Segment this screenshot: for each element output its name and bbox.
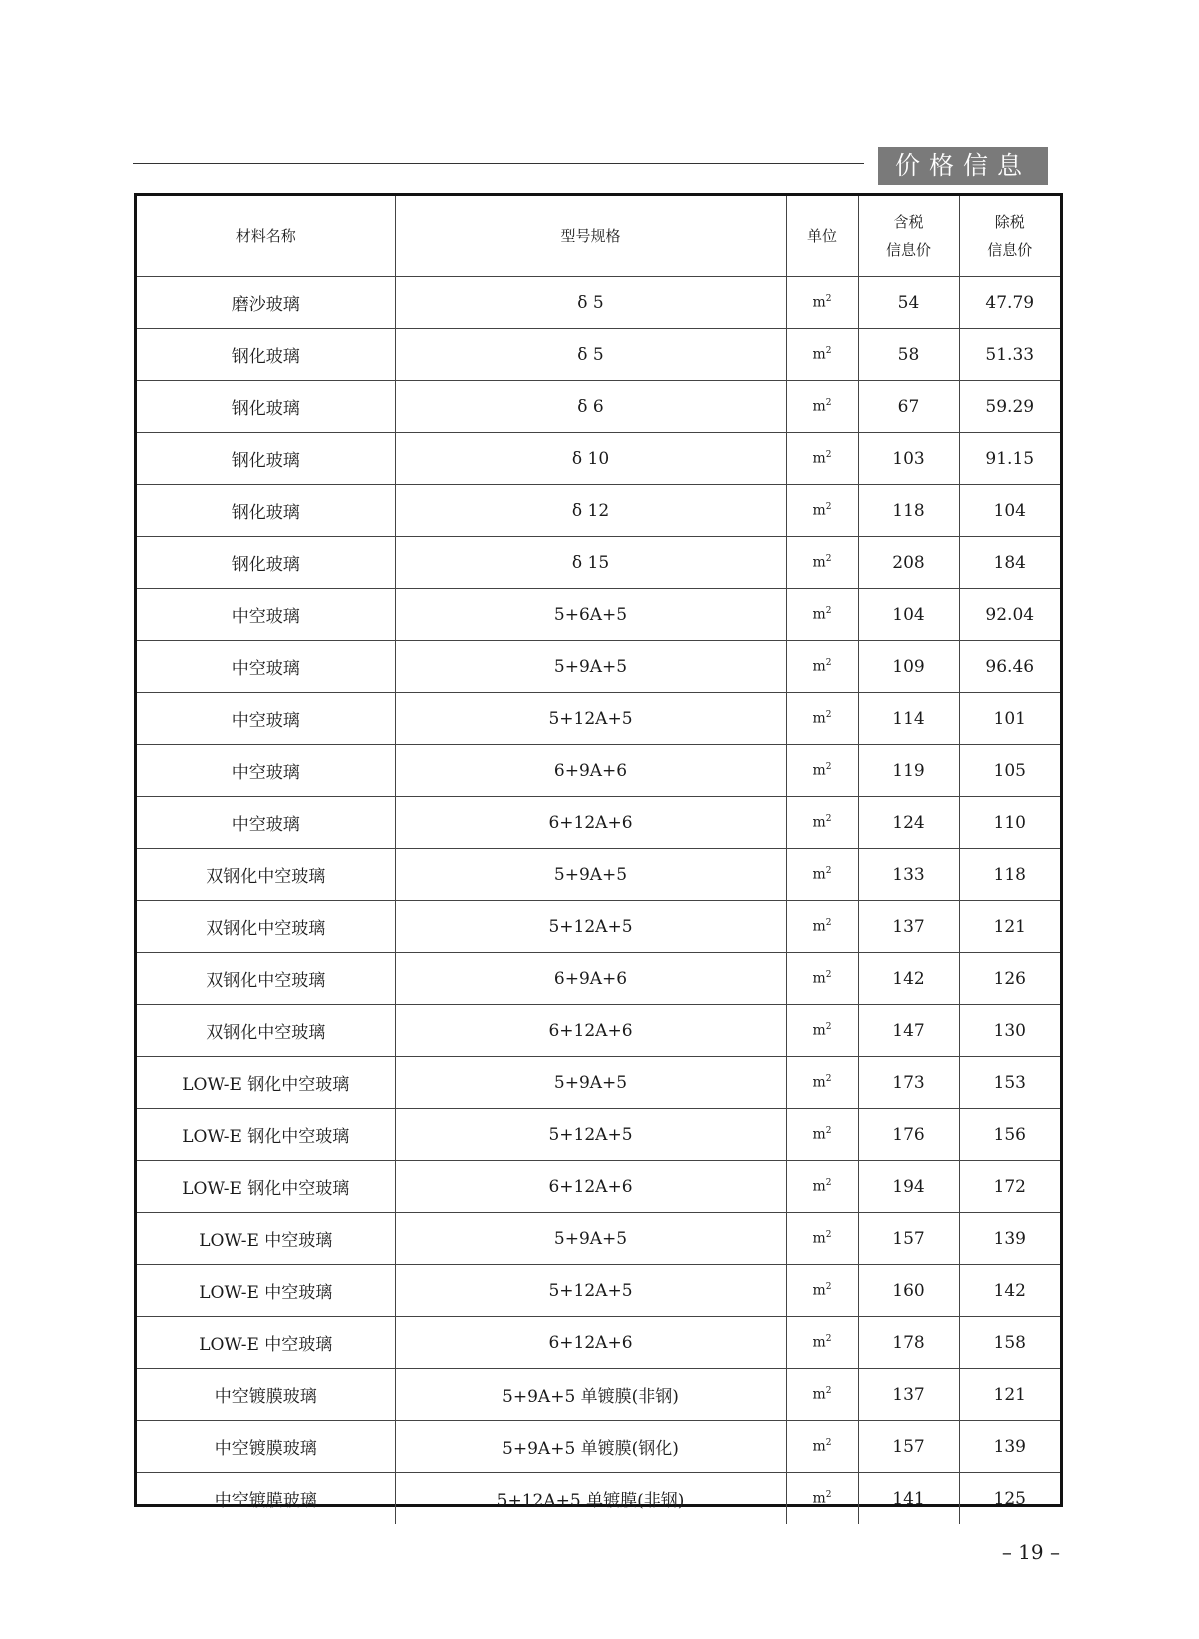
cell-name: 磨沙玻璃 xyxy=(137,277,395,329)
cell-spec: 5+12A+5 单镀膜(非钢) xyxy=(395,1473,786,1525)
unit-base: m xyxy=(812,554,826,571)
cell-unit xyxy=(786,901,858,953)
cell-name: 钢化玻璃 xyxy=(137,485,395,537)
cell-price-tax: 173 xyxy=(858,1057,959,1109)
cell-name: 中空玻璃 xyxy=(137,797,395,849)
table-row xyxy=(137,589,1060,641)
cell-unit xyxy=(786,1317,858,1369)
cell-spec: δ 5 xyxy=(395,277,786,329)
unit-base: m xyxy=(812,970,826,987)
cell-unit xyxy=(786,433,858,485)
cell-price-notax: 142 xyxy=(959,1265,1060,1317)
table-row xyxy=(137,1369,1060,1421)
cell-spec: δ 12 xyxy=(395,485,786,537)
cell-unit xyxy=(786,277,858,329)
cell-spec: 5+9A+5 xyxy=(395,849,786,901)
table-row xyxy=(137,1161,1060,1213)
cell-price-notax: 126 xyxy=(959,953,1060,1005)
cell-spec: 6+12A+6 xyxy=(395,1317,786,1369)
cell-price-tax: 114 xyxy=(858,693,959,745)
unit-exponent: 2 xyxy=(825,1126,832,1137)
cell-spec: 5+12A+5 xyxy=(395,901,786,953)
unit-exponent: 2 xyxy=(825,1282,832,1293)
unit-exponent: 2 xyxy=(825,710,832,721)
cell-unit xyxy=(786,1057,858,1109)
cell-price-notax: 172 xyxy=(959,1161,1060,1213)
cell-price-tax: 137 xyxy=(858,901,959,953)
unit-exponent: 2 xyxy=(825,294,832,305)
page-number: – 19 – xyxy=(1001,1540,1060,1564)
cell-price-tax: 160 xyxy=(858,1265,959,1317)
cell-unit xyxy=(786,381,858,433)
cell-name: LOW-E 钢化中空玻璃 xyxy=(137,1109,395,1161)
price-table xyxy=(137,196,1060,1524)
cell-name: 中空玻璃 xyxy=(137,693,395,745)
cell-spec: 5+9A+5 xyxy=(395,1213,786,1265)
cell-spec: 5+12A+5 xyxy=(395,1265,786,1317)
table-row xyxy=(137,745,1060,797)
table-row xyxy=(137,901,1060,953)
unit-base: m xyxy=(812,1438,826,1455)
cell-unit xyxy=(786,745,858,797)
unit-exponent: 2 xyxy=(825,346,832,357)
cell-price-tax: 141 xyxy=(858,1473,959,1525)
unit-exponent: 2 xyxy=(825,1178,832,1189)
table-row xyxy=(137,797,1060,849)
cell-name: LOW-E 中空玻璃 xyxy=(137,1317,395,1369)
cell-price-notax: 156 xyxy=(959,1109,1060,1161)
cell-unit xyxy=(786,1473,858,1525)
cell-unit xyxy=(786,537,858,589)
table-row xyxy=(137,381,1060,433)
cell-name: 双钢化中空玻璃 xyxy=(137,901,395,953)
cell-price-notax: 47.79 xyxy=(959,277,1060,329)
cell-name: 中空玻璃 xyxy=(137,641,395,693)
table-row xyxy=(137,1421,1060,1473)
cell-unit xyxy=(786,589,858,641)
unit-exponent: 2 xyxy=(825,554,832,565)
table-row xyxy=(137,1265,1060,1317)
unit-base: m xyxy=(812,1490,826,1507)
unit-base: m xyxy=(812,1386,826,1403)
unit-base: m xyxy=(812,1334,826,1351)
unit-exponent: 2 xyxy=(825,658,832,669)
unit-exponent: 2 xyxy=(825,606,832,617)
unit-base: m xyxy=(812,1126,826,1143)
column-header-price-notax-line1: 除税 xyxy=(994,213,1025,231)
cell-spec: δ 10 xyxy=(395,433,786,485)
cell-spec: 5+9A+5 单镀膜(钢化) xyxy=(395,1421,786,1473)
cell-name: 钢化玻璃 xyxy=(137,433,395,485)
header-rule xyxy=(133,163,864,164)
cell-unit xyxy=(786,1005,858,1057)
cell-price-notax: 125 xyxy=(959,1473,1060,1525)
unit-base: m xyxy=(812,346,826,363)
cell-unit xyxy=(786,1369,858,1421)
unit-base: m xyxy=(812,814,826,831)
cell-price-notax: 139 xyxy=(959,1421,1060,1473)
unit-exponent: 2 xyxy=(825,918,832,929)
unit-base: m xyxy=(812,398,826,415)
cell-price-tax: 54 xyxy=(858,277,959,329)
unit-base: m xyxy=(812,1282,826,1299)
cell-spec: 5+9A+5 xyxy=(395,1057,786,1109)
cell-price-tax: 124 xyxy=(858,797,959,849)
table-row xyxy=(137,433,1060,485)
column-header-price-notax xyxy=(959,196,1060,277)
unit-base: m xyxy=(812,502,826,519)
table-row xyxy=(137,953,1060,1005)
table-row xyxy=(137,277,1060,329)
cell-spec: δ 5 xyxy=(395,329,786,381)
cell-price-tax: 157 xyxy=(858,1421,959,1473)
unit-base: m xyxy=(812,1230,826,1247)
unit-exponent: 2 xyxy=(825,1438,832,1449)
table-row xyxy=(137,537,1060,589)
cell-spec: 5+9A+5 xyxy=(395,641,786,693)
unit-base: m xyxy=(812,866,826,883)
cell-price-tax: 147 xyxy=(858,1005,959,1057)
cell-name: LOW-E 钢化中空玻璃 xyxy=(137,1161,395,1213)
cell-unit xyxy=(786,1213,858,1265)
column-header-price-tax xyxy=(858,196,959,277)
cell-spec: 5+9A+5 单镀膜(非钢) xyxy=(395,1369,786,1421)
unit-exponent: 2 xyxy=(825,502,832,513)
unit-exponent: 2 xyxy=(825,1490,832,1501)
unit-base: m xyxy=(812,918,826,935)
cell-name: LOW-E 中空玻璃 xyxy=(137,1265,395,1317)
cell-spec: δ 6 xyxy=(395,381,786,433)
table-row xyxy=(137,485,1060,537)
cell-price-notax: 101 xyxy=(959,693,1060,745)
cell-spec: 6+12A+6 xyxy=(395,1005,786,1057)
column-header-price-tax-line2: 信息价 xyxy=(885,241,931,259)
cell-price-notax: 118 xyxy=(959,849,1060,901)
cell-price-tax: 137 xyxy=(858,1369,959,1421)
unit-exponent: 2 xyxy=(825,1334,832,1345)
cell-spec: δ 15 xyxy=(395,537,786,589)
cell-name: LOW-E 钢化中空玻璃 xyxy=(137,1057,395,1109)
cell-unit xyxy=(786,797,858,849)
cell-price-notax: 184 xyxy=(959,537,1060,589)
cell-spec: 6+9A+6 xyxy=(395,953,786,1005)
unit-base: m xyxy=(812,762,826,779)
cell-price-tax: 118 xyxy=(858,485,959,537)
cell-name: LOW-E 中空玻璃 xyxy=(137,1213,395,1265)
table-header-row xyxy=(137,196,1060,277)
cell-price-notax: 121 xyxy=(959,901,1060,953)
cell-price-notax: 96.46 xyxy=(959,641,1060,693)
unit-base: m xyxy=(812,606,826,623)
cell-price-tax: 208 xyxy=(858,537,959,589)
cell-price-tax: 133 xyxy=(858,849,959,901)
cell-unit xyxy=(786,1421,858,1473)
cell-price-notax: 130 xyxy=(959,1005,1060,1057)
cell-name: 中空玻璃 xyxy=(137,745,395,797)
unit-exponent: 2 xyxy=(825,1230,832,1241)
unit-exponent: 2 xyxy=(825,450,832,461)
cell-spec: 5+6A+5 xyxy=(395,589,786,641)
unit-base: m xyxy=(812,658,826,675)
cell-price-tax: 194 xyxy=(858,1161,959,1213)
unit-base: m xyxy=(812,294,826,311)
cell-unit xyxy=(786,1109,858,1161)
table-row xyxy=(137,1109,1060,1161)
table-row xyxy=(137,693,1060,745)
column-header-price-notax-line2: 信息价 xyxy=(987,241,1033,259)
cell-unit xyxy=(786,1161,858,1213)
table-row xyxy=(137,1317,1060,1369)
cell-price-notax: 110 xyxy=(959,797,1060,849)
cell-price-tax: 103 xyxy=(858,433,959,485)
unit-base: m xyxy=(812,710,826,727)
unit-exponent: 2 xyxy=(825,1074,832,1085)
cell-spec: 6+12A+6 xyxy=(395,797,786,849)
table-row xyxy=(137,849,1060,901)
unit-exponent: 2 xyxy=(825,1022,832,1033)
cell-price-tax: 157 xyxy=(858,1213,959,1265)
cell-price-notax: 121 xyxy=(959,1369,1060,1421)
cell-unit xyxy=(786,485,858,537)
unit-base: m xyxy=(812,1022,826,1039)
unit-exponent: 2 xyxy=(825,814,832,825)
table-row xyxy=(137,641,1060,693)
cell-price-tax: 176 xyxy=(858,1109,959,1161)
column-header-price-tax-line1: 含税 xyxy=(893,213,924,231)
price-table-frame xyxy=(134,193,1063,1511)
cell-price-notax: 92.04 xyxy=(959,589,1060,641)
cell-price-notax: 91.15 xyxy=(959,433,1060,485)
column-header-name: 材料名称 xyxy=(137,196,395,277)
column-header-unit: 单位 xyxy=(786,196,858,277)
cell-price-notax: 51.33 xyxy=(959,329,1060,381)
table-row xyxy=(137,1005,1060,1057)
cell-unit xyxy=(786,329,858,381)
cell-unit xyxy=(786,1265,858,1317)
cell-price-tax: 178 xyxy=(858,1317,959,1369)
cell-price-tax: 142 xyxy=(858,953,959,1005)
cell-name: 钢化玻璃 xyxy=(137,381,395,433)
cell-unit xyxy=(786,693,858,745)
cell-name: 钢化玻璃 xyxy=(137,329,395,381)
cell-price-notax: 153 xyxy=(959,1057,1060,1109)
cell-price-notax: 104 xyxy=(959,485,1060,537)
unit-base: m xyxy=(812,450,826,467)
cell-price-tax: 109 xyxy=(858,641,959,693)
table-row xyxy=(137,1057,1060,1109)
cell-price-notax: 139 xyxy=(959,1213,1060,1265)
cell-spec: 6+12A+6 xyxy=(395,1161,786,1213)
cell-unit xyxy=(786,849,858,901)
cell-price-tax: 119 xyxy=(858,745,959,797)
table-row xyxy=(137,1213,1060,1265)
table-row xyxy=(137,1473,1060,1525)
cell-spec: 5+12A+5 xyxy=(395,693,786,745)
cell-name: 双钢化中空玻璃 xyxy=(137,953,395,1005)
cell-price-notax: 59.29 xyxy=(959,381,1060,433)
section-title: 价格信息 xyxy=(878,147,1048,185)
unit-base: m xyxy=(812,1178,826,1195)
unit-exponent: 2 xyxy=(825,762,832,773)
cell-unit xyxy=(786,953,858,1005)
unit-exponent: 2 xyxy=(825,970,832,981)
cell-name: 中空镀膜玻璃 xyxy=(137,1473,395,1525)
cell-name: 中空玻璃 xyxy=(137,589,395,641)
cell-name: 钢化玻璃 xyxy=(137,537,395,589)
column-header-spec: 型号规格 xyxy=(395,196,786,277)
cell-spec: 5+12A+5 xyxy=(395,1109,786,1161)
unit-exponent: 2 xyxy=(825,1386,832,1397)
cell-name: 中空镀膜玻璃 xyxy=(137,1369,395,1421)
cell-price-tax: 67 xyxy=(858,381,959,433)
cell-name: 双钢化中空玻璃 xyxy=(137,1005,395,1057)
cell-price-notax: 158 xyxy=(959,1317,1060,1369)
cell-name: 中空镀膜玻璃 xyxy=(137,1421,395,1473)
unit-exponent: 2 xyxy=(825,866,832,877)
cell-spec: 6+9A+6 xyxy=(395,745,786,797)
cell-price-tax: 104 xyxy=(858,589,959,641)
cell-price-notax: 105 xyxy=(959,745,1060,797)
unit-exponent: 2 xyxy=(825,398,832,409)
cell-unit xyxy=(786,641,858,693)
cell-name: 双钢化中空玻璃 xyxy=(137,849,395,901)
unit-base: m xyxy=(812,1074,826,1091)
cell-price-tax: 58 xyxy=(858,329,959,381)
table-row xyxy=(137,329,1060,381)
